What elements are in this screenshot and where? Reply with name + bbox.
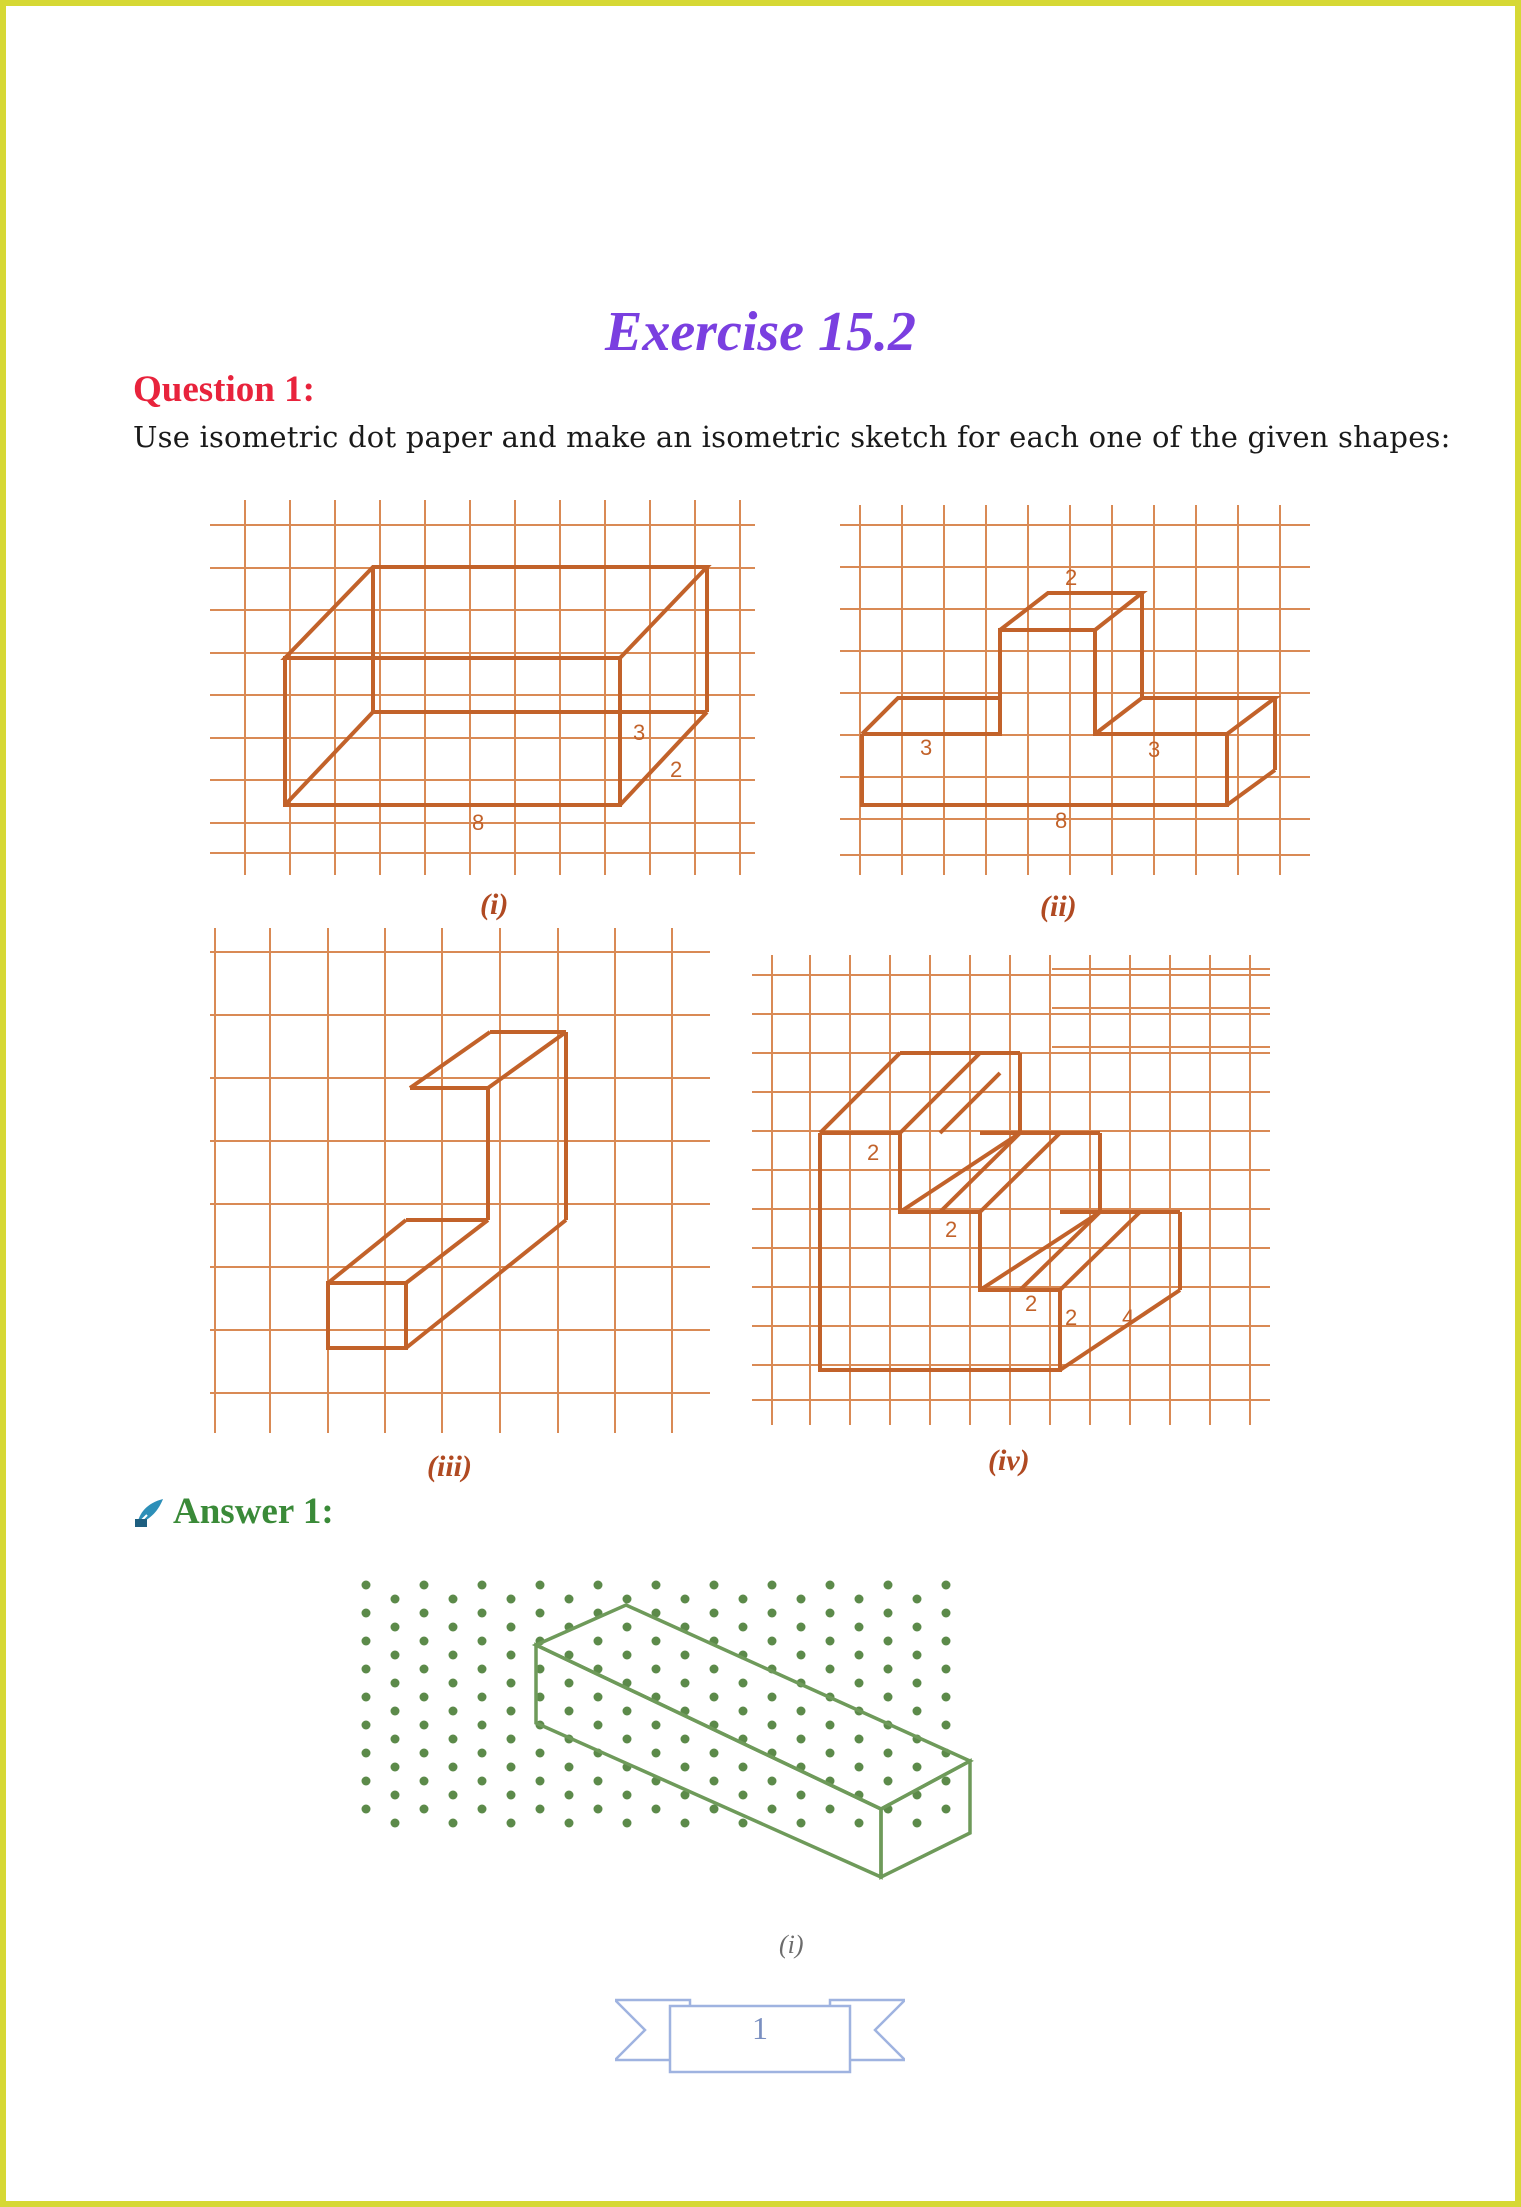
figure-ii xyxy=(840,505,1320,885)
dot xyxy=(681,1679,690,1688)
dot xyxy=(826,1609,835,1618)
dot xyxy=(391,1735,400,1744)
dot xyxy=(826,1637,835,1646)
dot xyxy=(362,1805,371,1814)
dot xyxy=(942,1637,951,1646)
dot xyxy=(739,1791,748,1800)
dot xyxy=(449,1679,458,1688)
dot xyxy=(391,1763,400,1772)
dot xyxy=(884,1609,893,1618)
dot xyxy=(768,1805,777,1814)
figure-iii xyxy=(210,928,715,1438)
fig-ii-label-length: 8 xyxy=(1055,808,1068,833)
dot xyxy=(391,1651,400,1660)
fig-iv-label-height: 2 xyxy=(1065,1305,1078,1330)
dot xyxy=(855,1819,864,1828)
figure-iii-grid xyxy=(210,928,715,1438)
answer-figure-i xyxy=(350,1575,1250,1925)
dot xyxy=(884,1693,893,1702)
dot xyxy=(420,1637,429,1646)
dot xyxy=(565,1763,574,1772)
dot xyxy=(797,1735,806,1744)
dot xyxy=(797,1595,806,1604)
fig-iv-label-step1: 2 xyxy=(867,1140,880,1165)
dot xyxy=(507,1735,516,1744)
dot xyxy=(652,1665,661,1674)
dot xyxy=(913,1819,922,1828)
figure-iv-grid xyxy=(752,955,1272,1435)
dot xyxy=(942,1693,951,1702)
dot xyxy=(507,1651,516,1660)
dot xyxy=(362,1637,371,1646)
figure-iv xyxy=(752,955,1272,1435)
dot xyxy=(739,1763,748,1772)
dot xyxy=(507,1595,516,1604)
fig-ii-label-left: 3 xyxy=(920,735,933,760)
dot xyxy=(913,1679,922,1688)
fig-i-label-height: 3 xyxy=(633,720,646,745)
dot xyxy=(594,1777,603,1786)
dot xyxy=(391,1819,400,1828)
dot xyxy=(507,1819,516,1828)
dot xyxy=(797,1623,806,1632)
dot xyxy=(797,1707,806,1716)
figure-ii-caption: (ii) xyxy=(1040,890,1077,923)
figure-iv-caption: (iv) xyxy=(988,1444,1030,1477)
dot xyxy=(797,1819,806,1828)
dot xyxy=(681,1763,690,1772)
dot xyxy=(362,1721,371,1730)
dot xyxy=(536,1749,545,1758)
figure-i-caption: (i) xyxy=(480,888,509,921)
dot xyxy=(623,1595,632,1604)
dot xyxy=(797,1651,806,1660)
dot xyxy=(739,1623,748,1632)
dot xyxy=(710,1665,719,1674)
dot xyxy=(768,1777,777,1786)
dot xyxy=(681,1735,690,1744)
dot xyxy=(594,1721,603,1730)
dot xyxy=(710,1581,719,1590)
dot xyxy=(420,1581,429,1590)
dot xyxy=(768,1581,777,1590)
dot xyxy=(478,1749,487,1758)
dot xyxy=(362,1777,371,1786)
dot xyxy=(826,1665,835,1674)
question-text: Use isometric dot paper and make an isometric sketch for each one of the given shapes: xyxy=(133,420,1451,454)
answer-title: Answer 1: xyxy=(173,1491,334,1532)
dot xyxy=(623,1707,632,1716)
dot xyxy=(449,1791,458,1800)
dot xyxy=(536,1581,545,1590)
figure-iii-caption: (iii) xyxy=(427,1450,472,1483)
dot xyxy=(449,1763,458,1772)
dot xyxy=(710,1749,719,1758)
dot xyxy=(565,1819,574,1828)
dot xyxy=(913,1763,922,1772)
dot xyxy=(478,1805,487,1814)
dot xyxy=(681,1819,690,1828)
dot xyxy=(536,1777,545,1786)
dot xyxy=(623,1819,632,1828)
dot xyxy=(362,1581,371,1590)
dot xyxy=(739,1707,748,1716)
dot xyxy=(913,1623,922,1632)
dot xyxy=(884,1665,893,1674)
question-title: Question 1: xyxy=(133,369,315,410)
dot xyxy=(826,1805,835,1814)
dot xyxy=(855,1623,864,1632)
dot xyxy=(855,1651,864,1660)
dot xyxy=(449,1819,458,1828)
fig-iv-label-step2: 2 xyxy=(945,1217,958,1242)
dot xyxy=(652,1805,661,1814)
dot xyxy=(884,1637,893,1646)
dot xyxy=(362,1665,371,1674)
fig-iv-label-step3: 2 xyxy=(1025,1291,1038,1316)
dot xyxy=(507,1679,516,1688)
dot xyxy=(449,1651,458,1660)
pen-nib-icon xyxy=(133,1495,167,1529)
dot xyxy=(884,1581,893,1590)
page-number: 1 xyxy=(752,2010,768,2046)
dot xyxy=(594,1693,603,1702)
figure-ii-grid xyxy=(840,505,1320,885)
dot xyxy=(449,1595,458,1604)
dot xyxy=(710,1777,719,1786)
dot xyxy=(942,1665,951,1674)
dot xyxy=(855,1679,864,1688)
dot xyxy=(391,1623,400,1632)
dot xyxy=(391,1791,400,1800)
dot xyxy=(420,1609,429,1618)
dot xyxy=(826,1749,835,1758)
page-number-ribbon xyxy=(615,1988,905,2074)
dot xyxy=(652,1581,661,1590)
dot xyxy=(913,1651,922,1660)
dot xyxy=(768,1721,777,1730)
dot xyxy=(391,1679,400,1688)
dot xyxy=(420,1721,429,1730)
dot xyxy=(507,1623,516,1632)
dot xyxy=(594,1805,603,1814)
dot xyxy=(449,1707,458,1716)
dot xyxy=(652,1721,661,1730)
dot xyxy=(855,1735,864,1744)
dot xyxy=(739,1595,748,1604)
dot xyxy=(797,1791,806,1800)
answer-figure-caption: (i) xyxy=(779,1930,804,1959)
isometric-dot-paper xyxy=(350,1575,1250,1925)
dot xyxy=(623,1791,632,1800)
dot xyxy=(855,1763,864,1772)
dot xyxy=(942,1721,951,1730)
dot xyxy=(623,1623,632,1632)
dot xyxy=(449,1623,458,1632)
dot xyxy=(478,1665,487,1674)
dot xyxy=(362,1749,371,1758)
dot xyxy=(681,1595,690,1604)
answer-heading xyxy=(133,1490,334,1533)
dot xyxy=(420,1665,429,1674)
figure-i xyxy=(210,500,760,885)
dot xyxy=(420,1777,429,1786)
dot xyxy=(478,1693,487,1702)
dot xyxy=(478,1609,487,1618)
dot xyxy=(565,1595,574,1604)
dot xyxy=(565,1679,574,1688)
dot xyxy=(507,1707,516,1716)
fig-i-label-depth: 2 xyxy=(670,757,683,782)
dot xyxy=(652,1749,661,1758)
dot xyxy=(942,1609,951,1618)
dot xyxy=(826,1581,835,1590)
dot xyxy=(913,1707,922,1716)
dot xyxy=(623,1735,632,1744)
dot xyxy=(449,1735,458,1744)
dot xyxy=(478,1777,487,1786)
fig-iv-label-depth: 4 xyxy=(1122,1305,1135,1330)
dot xyxy=(594,1637,603,1646)
dot xyxy=(565,1707,574,1716)
dot xyxy=(768,1609,777,1618)
dot xyxy=(536,1609,545,1618)
dot xyxy=(942,1777,951,1786)
dot xyxy=(420,1805,429,1814)
dot xyxy=(362,1609,371,1618)
exercise-title: Exercise 15.2 xyxy=(604,301,917,363)
dot xyxy=(942,1581,951,1590)
dot xyxy=(739,1679,748,1688)
figure-i-grid xyxy=(210,500,760,885)
dot xyxy=(478,1637,487,1646)
dot xyxy=(884,1749,893,1758)
dot xyxy=(913,1595,922,1604)
dot xyxy=(478,1581,487,1590)
dot xyxy=(768,1637,777,1646)
fig-ii-label-top: 2 xyxy=(1065,565,1078,590)
dot xyxy=(623,1651,632,1660)
fig-ii-label-right: 3 xyxy=(1148,737,1161,762)
fig-i-label-length: 8 xyxy=(472,810,485,835)
dot xyxy=(710,1693,719,1702)
dot xyxy=(391,1595,400,1604)
dot xyxy=(681,1651,690,1660)
dot xyxy=(942,1805,951,1814)
dot xyxy=(768,1693,777,1702)
dot xyxy=(826,1721,835,1730)
dot xyxy=(652,1637,661,1646)
dot xyxy=(362,1693,371,1702)
dot xyxy=(855,1595,864,1604)
dot xyxy=(507,1791,516,1800)
dot xyxy=(420,1749,429,1758)
dot xyxy=(710,1609,719,1618)
dot xyxy=(710,1805,719,1814)
dot xyxy=(536,1805,545,1814)
dot xyxy=(594,1581,603,1590)
dot xyxy=(391,1707,400,1716)
dot xyxy=(420,1693,429,1702)
dot xyxy=(739,1819,748,1828)
dot xyxy=(507,1763,516,1772)
dot xyxy=(478,1721,487,1730)
dot xyxy=(884,1777,893,1786)
dot xyxy=(565,1791,574,1800)
